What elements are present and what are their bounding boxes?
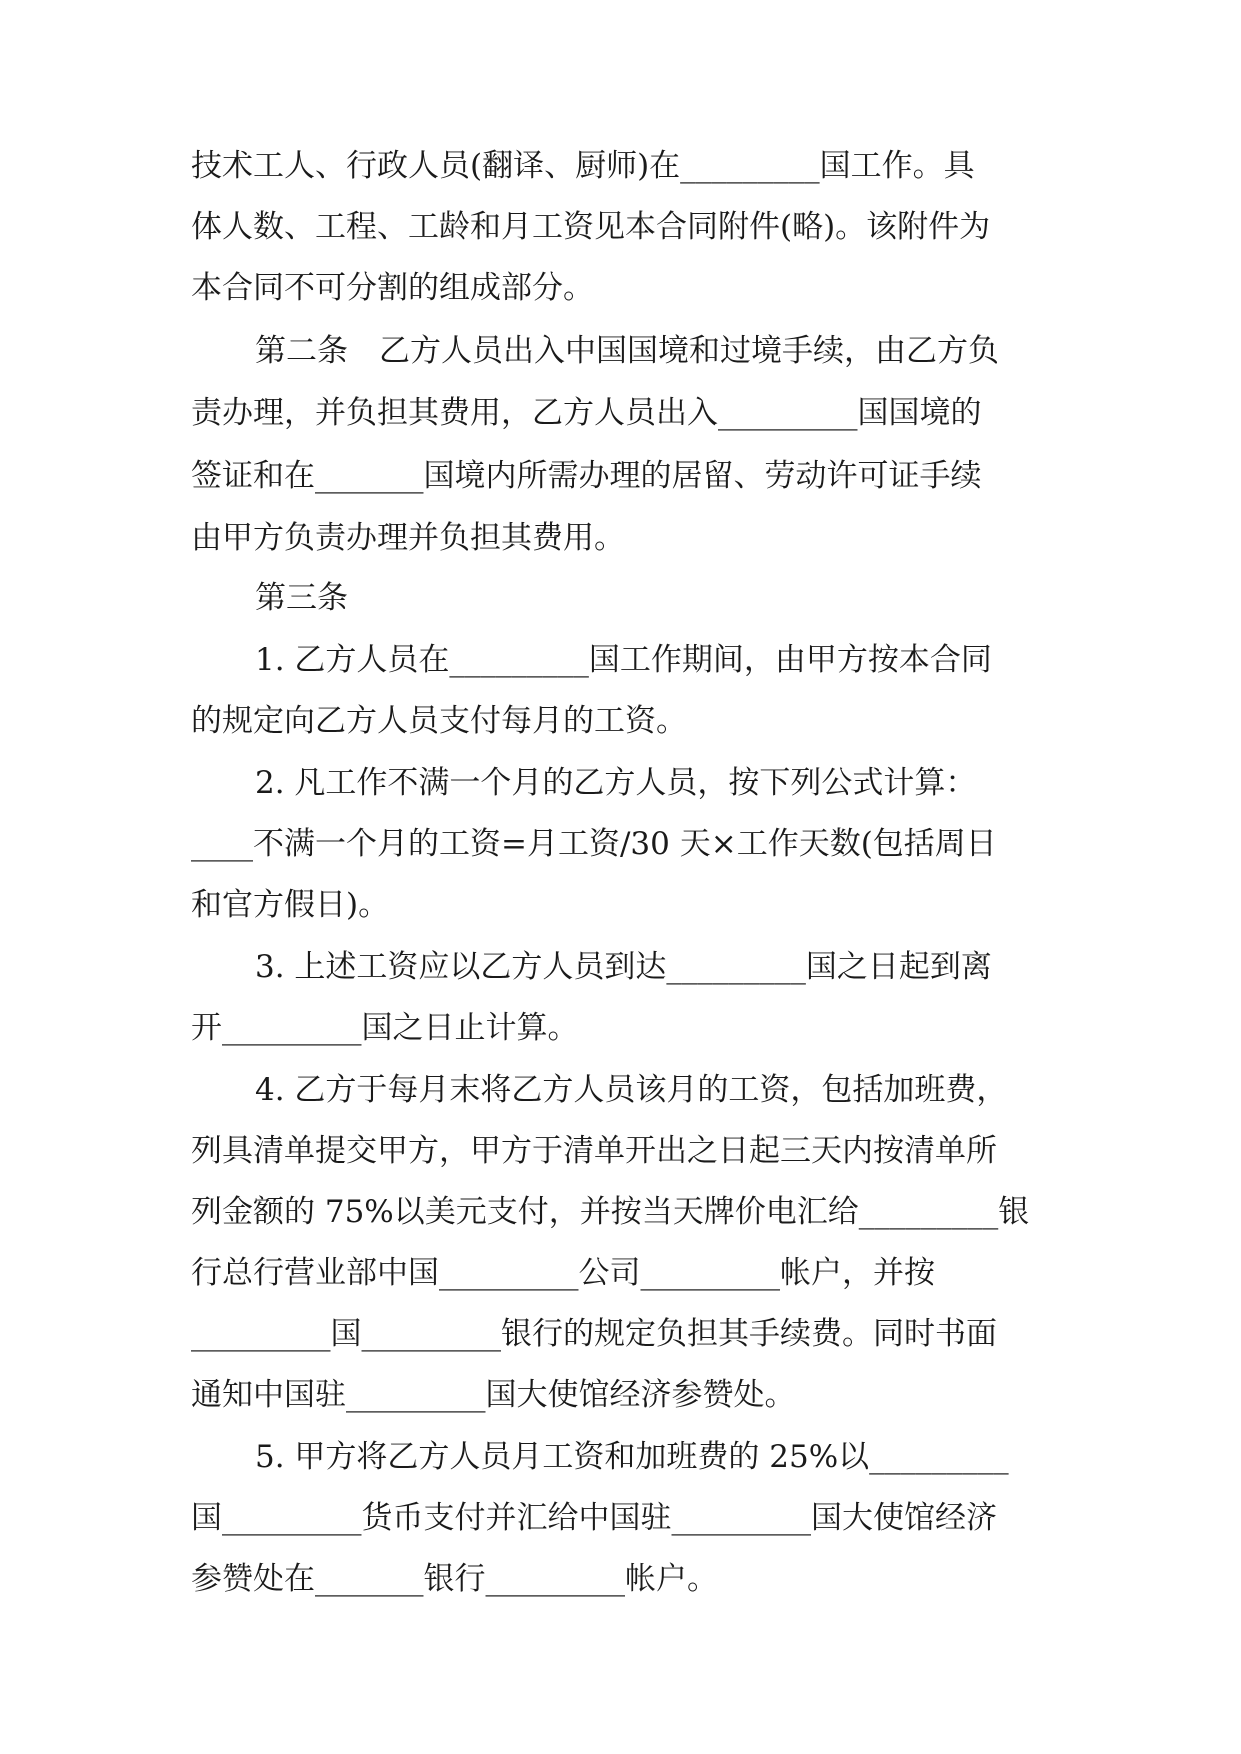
text-line: 本合同不可分割的组成部分。 [191, 270, 594, 306]
text-line: 列具清单提交甲方，甲方于清单开出之日起三天内按清单所 [191, 1133, 997, 1169]
text-line: _________国_________银行的规定负担其手续费。同时书面 [191, 1316, 997, 1352]
text-line: 开_________国之日止计算。 [191, 1010, 579, 1046]
clause-3-line: 3. 上述工资应以乙方人员到达_________国之日起到离 [255, 949, 992, 985]
text-line: 行总行营业部中国_________公司_________帐户，并按 [191, 1255, 935, 1291]
clause-5-line: 5. 甲方将乙方人员月工资和加班费的 25%以_________ [255, 1439, 1009, 1475]
text-line: 和官方假日)。 [191, 887, 390, 923]
article-2-heading-line: 第二条 乙方人员出入中国国境和过境手续，由乙方负 [255, 333, 999, 369]
text-line: 国_________货币支付并汇给中国驻_________国大使馆经济 [191, 1500, 997, 1536]
text-line: 签证和在_______国境内所需办理的居留、劳动许可证手续 [191, 458, 982, 494]
text-line: 通知中国驻_________国大使馆经济参赞处。 [191, 1377, 796, 1413]
clause-1-line: 1. 乙方人员在_________国工作期间，由甲方按本合同 [255, 642, 992, 678]
text-line: 技术工人、行政人员(翻译、厨师)在_________国工作。具 [191, 148, 975, 184]
text-line: 由甲方负责办理并负担其费用。 [191, 520, 625, 556]
text-line: 的规定向乙方人员支付每月的工资。 [191, 703, 687, 739]
clause-4-line: 4. 乙方于每月末将乙方人员该月的工资，包括加班费， [255, 1072, 1008, 1108]
article-3-heading: 第三条 [255, 580, 348, 616]
clause-2-line: 2. 凡工作不满一个月的乙方人员，按下列公式计算： [255, 765, 977, 801]
text-line: 参赞处在_______银行_________帐户。 [191, 1561, 718, 1597]
text-line: 体人数、工程、工龄和月工资见本合同附件(略)。该附件为 [191, 209, 991, 245]
text-line: 责办理，并负担其费用，乙方人员出入_________国国境的 [191, 395, 982, 431]
text-line: 列金额的 75%以美元支付，并按当天牌价电汇给_________银 [191, 1194, 1030, 1230]
formula-line: ____不满一个月的工资=月工资/30 天×工作天数(包括周日 [191, 826, 997, 862]
